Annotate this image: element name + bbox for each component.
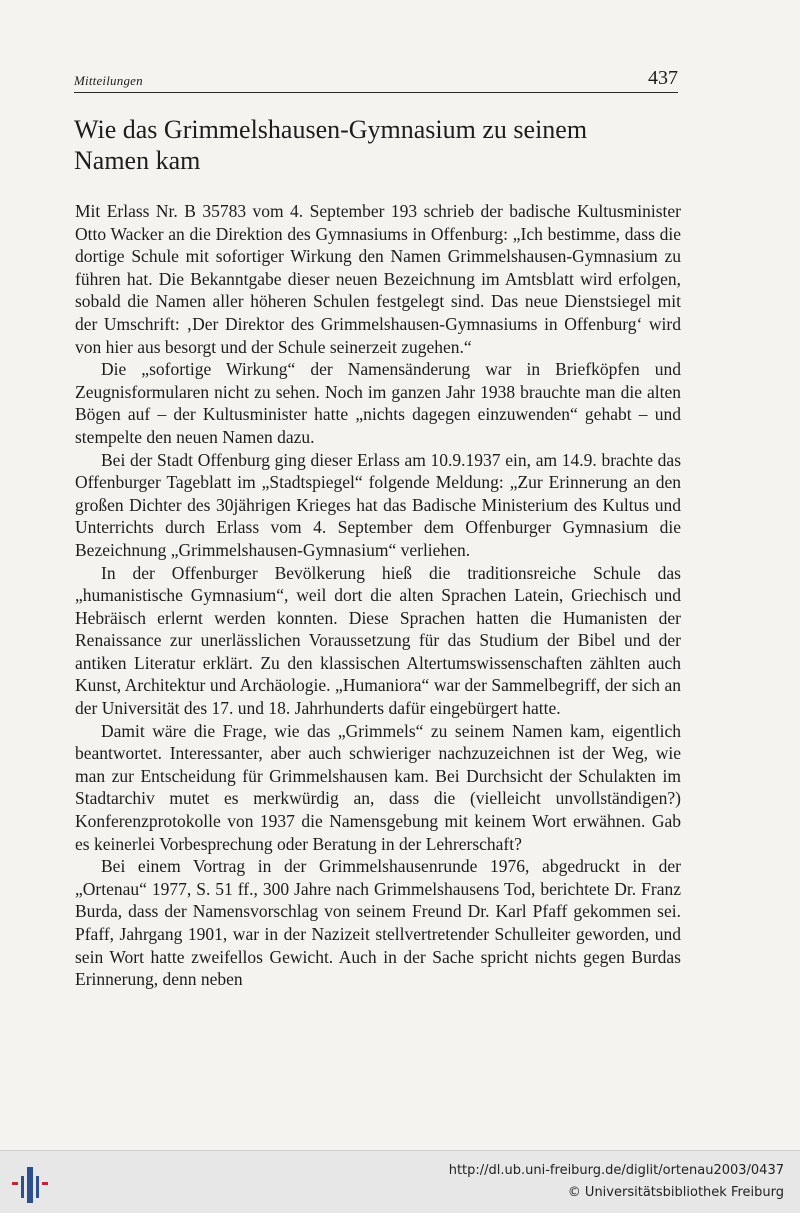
paragraph-4: In der Offenburger Bevölkerung hieß die traditionsreiche Schule das „humanistische Gymnasium“, weil dort die alten Sprachen Latein, Griechisch und Hebräisch erlernt werden konnten. Diese Sprachen hatten die Humanisten der Renaissance zur unerlässlichen Voraussetzung für das Studium der Bibel und der antiken Literatur erklärt. Zu den klassischen Altertumswissenschaften zählten auch Kunst, Architektur und Archäologie. „Humaniora“ war der Sammelbegriff, der sich an der Universität des 17. und 18. Jahrhunderts dafür eingebürgert hatte. bbox=[75, 562, 681, 719]
running-header bbox=[74, 66, 678, 93]
paragraph-2: Die „sofortige Wirkung“ der Namensänderung war in Briefköpfen und Zeugnisformularen nicht zu sehen. Noch im ganzen Jahr 1938 brauchte man die alten Bögen auf – der Kultusminister hatte „nichts dagegen einzuwenden“ gehabt – und stempelte den neuen Namen dazu. bbox=[75, 359, 681, 447]
paragraph-6: Bei einem Vortrag in der Grimmelshausenrunde 1976, abgedruckt in der „Ortenau“ 1977, S. 51 ff., 300 Jahre nach Grimmelshausens Tod, berichtete Dr. Franz Burda, dass der Namensvorschlag von seinem Freund Dr. Karl Pfaff gekommen sei. Pfaff, Jahrgang 1901, war in der Nazizeit stellvertretender Schulleiter geworden, und sein Wort hatte zweifellos Gewicht. Auch in der Sache spricht nichts gegen Burdas Erinnerung, denn neben bbox=[75, 856, 681, 990]
article-title bbox=[74, 114, 684, 176]
paragraph-3: Bei der Stadt Offenburg ging dieser Erlass am 10.9.1937 ein, am 14.9. brachte das Offenburger Tageblatt im „Stadtspiegel“ folgende Meldung: „Zur Erinnerung an den großen Dichter des 30jährigen Krieges hat das Badische Ministerium des Kultus und Unterrichts durch Erlass vom 4. September dem Offenburger Gymnasium die Bezeichnung „Grimmelshausen-Gymnasium“ verliehen. bbox=[75, 449, 681, 560]
permalink-url[interactable]: http://dl.ub.uni-freiburg.de/diglit/ortenau2003/0437 bbox=[448, 1163, 784, 1178]
article-body bbox=[75, 200, 681, 991]
ub-freiburg-logo-icon[interactable] bbox=[10, 1163, 50, 1203]
paragraph-1: Mit Erlass Nr. B 35783 vom 4. September 193 schrieb der badische Kultusminister Otto Wacker an die Direktion des Gymnasiums in Offenburg: „Ich bestimme, dass die dortige Schule mit sofortiger Wirkung den Namen Grimmelshausen-Gymnasium zu führen hat. Die Bekanntgabe dieser neuen Bezeichnung im Amtsblatt wird erfolgen, sobald die Namen aller höheren Schulen festgelegt sind. Das neue Dienstsiegel mit der Umschrift: ‚Der Direktor des Grimmelshausen-Gymnasiums in Offenburg‘ wird von hier aus besorgt und der Schule seinerzeit zugehen.“ bbox=[75, 201, 681, 357]
page-number: 437 bbox=[648, 67, 678, 89]
section-title: Mitteilungen bbox=[74, 73, 143, 88]
paragraph-5: Damit wäre die Frage, wie das „Grimmels“ zu seinem Namen kam, eigentlich beantwortet. Interessanter, aber auch schwieriger nachzuzeichnen ist der Weg, wie man zur Entscheidung für Grimmelshausen kam. Bei Durchsicht der Schulakten im Stadtarchiv mutet es merkwürdig an, dass die (vielleicht unvollständigen?) Konferenzprotokolle von 1937 die Namensgebung mit keinem Wort erwähnen. Gab es keinerlei Vorbesprechung oder Beratung in der Lehrerschaft? bbox=[75, 720, 681, 854]
copyright-notice: © Universitätsbibliothek Freiburg bbox=[567, 1185, 784, 1200]
viewer-footer bbox=[0, 1150, 800, 1213]
article-title-line-1: Wie das Grimmelshausen-Gymnasium zu seinem bbox=[74, 115, 588, 144]
article-title-line-2: Namen kam bbox=[74, 146, 201, 175]
